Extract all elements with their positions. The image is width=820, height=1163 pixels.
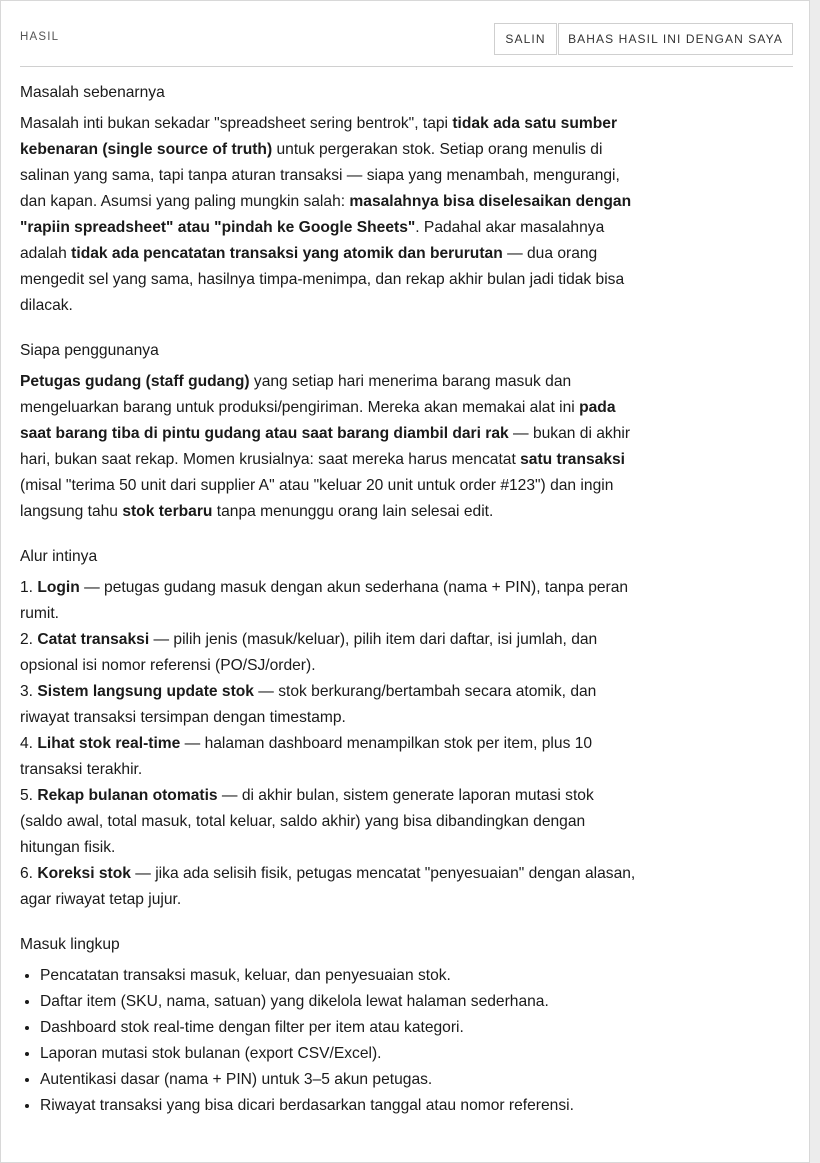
- step-text: — di akhir bulan, sistem generate laporan mutasi stok (saldo awal, total masuk, total keluar, saldo akhir) yang bisa dibandingkan dengan hitungan fisik.: [20, 787, 594, 856]
- list-item: • Dashboard stok real-time dengan filter per item atau kategori.: [40, 1015, 640, 1041]
- step-text: — stok berkurang/bertambah secara atomik, dan riwayat transaksi tersimpan dengan timestamp.: [20, 683, 597, 726]
- result-content: [20, 81, 640, 1139]
- step-text: — jika ada selisih fisik, petugas mencatat "penyesuaian" dengan alasan, agar riwayat tetap jujur.: [20, 865, 636, 908]
- step-title: Login: [37, 579, 80, 596]
- step-title: Rekap bulanan otomatis: [37, 787, 218, 804]
- section-heading: Masuk lingkup: [20, 936, 120, 953]
- flow-step: [20, 861, 640, 913]
- list-item: • Autentikasi dasar (nama + PIN) untuk 3–5 akun petugas.: [40, 1067, 640, 1093]
- section-paragraph: [20, 369, 640, 525]
- result-title: HASIL: [20, 31, 60, 43]
- list-item: • Daftar item (SKU, nama, satuan) yang dikelola lewat halaman sederhana.: [40, 989, 640, 1015]
- bold-run: satu transaksi: [520, 451, 626, 468]
- result-header: [20, 23, 793, 67]
- section-problem: [20, 81, 640, 319]
- section-flow: [20, 545, 640, 913]
- flow-step: [20, 783, 640, 861]
- step-text: — pilih jenis (masuk/keluar), pilih item dari daftar, isi jumlah, dan opsional isi nomor referensi (PO/SJ/order).: [20, 631, 598, 674]
- copy-button[interactable]: SALIN: [494, 23, 557, 55]
- text-run: . Padahal akar masalahnya adalah: [20, 219, 605, 262]
- text-run: untuk pergerakan stok. Setiap orang menulis di salinan yang sama, tapi tanpa aturan transaksi — siapa yang menambah, mengurangi, dan kapan. Asumsi yang paling mungkin salah:: [20, 141, 620, 210]
- text-run: (misal "terima 50 unit dari supplier A" atau "keluar 20 unit untuk order #123") dan ingin langsung tahu: [20, 477, 614, 520]
- bold-run: masalahnya bisa diselesaikan dengan "rapiin spreadsheet" atau "pindah ke Google Sheets": [20, 193, 632, 236]
- step-text: — petugas gudang masuk dengan akun sederhana (nama + PIN), tanpa peran rumit.: [20, 579, 629, 622]
- bold-run: pada saat barang tiba di pintu gudang atau saat barang diambil dari rak: [20, 399, 616, 442]
- bold-run: Petugas gudang (staff gudang): [20, 373, 250, 390]
- discuss-result-button[interactable]: BAHAS HASIL INI DENGAN SAYA: [558, 23, 793, 55]
- flow-step: [20, 731, 640, 783]
- step-title: Catat transaksi: [37, 631, 150, 648]
- list-item: • Pencatatan transaksi masuk, keluar, dan penyesuaian stok.: [40, 963, 640, 989]
- bold-run: tidak ada satu sumber kebenaran (single source of truth): [20, 115, 618, 158]
- section-users: [20, 339, 640, 525]
- step-number: 5.: [20, 787, 38, 804]
- scope-list: [20, 963, 640, 1119]
- flow-step: [20, 627, 640, 679]
- text-run: Masalah inti bukan sekadar "spreadsheet sering bentrok", tapi: [20, 115, 453, 132]
- flow-step: [20, 679, 640, 731]
- flow-step: [20, 575, 640, 627]
- step-title: Lihat stok real-time: [37, 735, 181, 752]
- section-heading: Siapa penggunanya: [20, 342, 159, 359]
- list-item: • Riwayat transaksi yang bisa dicari berdasarkan tanggal atau nomor referensi.: [40, 1093, 640, 1119]
- section-paragraph: [20, 111, 640, 319]
- list-item: • Laporan mutasi stok bulanan (export CSV/Excel).: [40, 1041, 640, 1067]
- step-number: 4.: [20, 735, 38, 752]
- step-number: 3.: [20, 683, 38, 700]
- section-scope: [20, 933, 640, 1119]
- section-heading: Alur intinya: [20, 548, 98, 565]
- text-run: — bukan di akhir hari, bukan saat rekap. Momen krusialnya: saat mereka harus mencatat: [20, 425, 631, 468]
- bold-run: stok terbaru: [122, 503, 213, 520]
- step-number: 2.: [20, 631, 38, 648]
- text-run: tanpa menunggu orang lain selesai edit.: [212, 503, 494, 520]
- section-heading: Masalah sebenarnya: [20, 84, 165, 101]
- step-title: Sistem langsung update stok: [37, 683, 254, 700]
- text-run: yang setiap hari menerima barang masuk dan mengeluarkan barang untuk produksi/pengiriman. Mereka akan memakai alat ini: [20, 373, 580, 416]
- bold-run: tidak ada pencatatan transaksi yang atomik dan berurutan: [71, 245, 503, 262]
- text-run: — dua orang mengedit sel yang sama, hasilnya timpa-menimpa, dan rekap akhir bulan jadi tidak bisa dilacak.: [20, 245, 625, 314]
- step-text: — halaman dashboard menampilkan stok per item, plus 10 transaksi terakhir.: [20, 735, 593, 778]
- step-title: Koreksi stok: [37, 865, 131, 882]
- step-number: 6.: [20, 865, 38, 882]
- step-number: 1.: [20, 579, 38, 596]
